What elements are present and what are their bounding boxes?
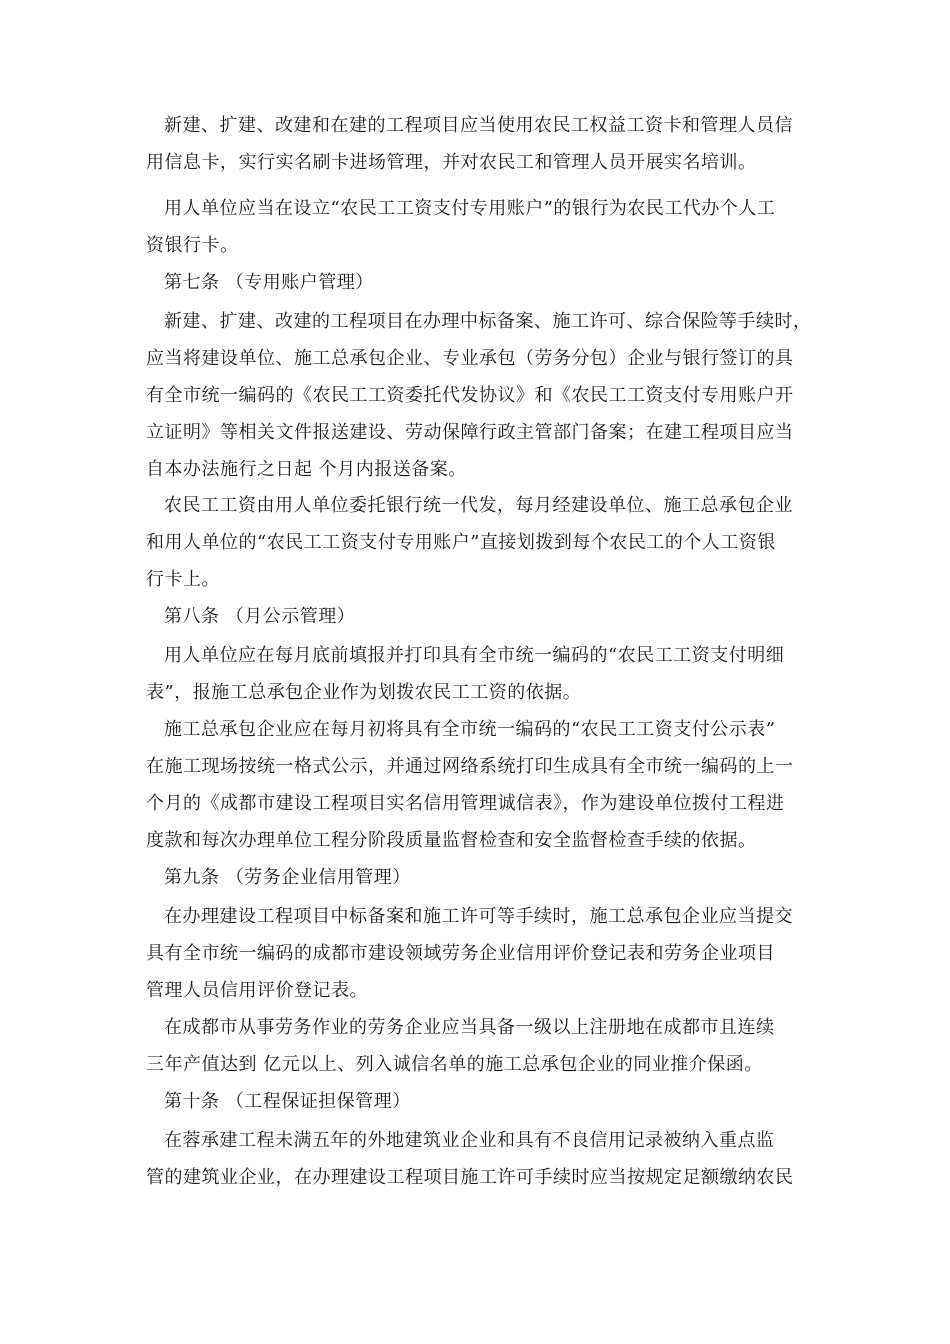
text-line: 资银行卡。: [146, 235, 239, 256]
text-line: 在成都市从事劳务作业的劳务企业应当具备一级以上注册地在成都市且连续: [164, 1017, 775, 1038]
text-line: 表”，报施工总承包企业作为划拨农民工工资的依据。: [146, 682, 582, 703]
text-line: 和用人单位的“农民工工资支付专用账户”直接划拨到每个农民工的个人工资银: [146, 532, 776, 553]
text-line: 在办理建设工程项目中标备案和施工许可等手续时，施工总承包企业应当提交: [164, 906, 793, 927]
text-line: 用信息卡，实行实名刷卡进场管理，并对农民工和管理人员开展实名培训。: [146, 152, 757, 173]
text-line: 应当将建设单位、施工总承包企业、专业承包（劳务分包）企业与银行签订的具: [146, 348, 794, 369]
text-line: 管理人员信用评价登记表。: [146, 980, 368, 1001]
text-line: 施工总承包企业应在每月初将具有全市统一编码的“农民工工资支付公示表”: [164, 719, 776, 740]
text-line: 行卡上。: [146, 569, 220, 590]
section-heading: 第七条 （专用账户管理）: [164, 272, 374, 293]
text-line: 具有全市统一编码的成都市建设领域劳务企业信用评价登记表和劳务企业项目: [146, 943, 775, 964]
text-line: 立证明》等相关文件报送建设、劳动保障行政主管部门备案；在建工程项目应当: [146, 422, 794, 443]
text-line: 管的建筑业企业，在办理建设工程项目施工许可手续时应当按规定足额缴纳农民: [146, 1167, 794, 1188]
text-line: 在施工现场按统一格式公示，并通过网络系统打印生成具有全市统一编码的上一: [146, 756, 794, 777]
text-line: 在蓉承建工程未满五年的外地建筑业企业和具有不良信用记录被纳入重点监: [164, 1130, 775, 1151]
section-heading: 第十条 （工程保证担保管理）: [164, 1091, 411, 1112]
text-line: 个月的《成都市建设工程项目实名信用管理诚信表》，作为建设单位拨付工程进: [146, 793, 785, 814]
section-heading: 第九条 （劳务企业信用管理）: [164, 867, 411, 888]
text-line: 三年产值达到 亿元以上、列入诚信名单的施工总承包企业的同业推介保函。: [146, 1054, 763, 1075]
text-line: 新建、扩建、改建的工程项目在办理中标备案、施工许可、综合保险等手续时，: [164, 311, 812, 332]
text-line: 自本办法施行之日起 个月内报送备案。: [146, 459, 467, 480]
text-line: 新建、扩建、改建和在建的工程项目应当使用农民工权益工资卡和管理人员信: [164, 115, 793, 136]
section-heading: 第八条 （月公示管理）: [164, 606, 356, 627]
text-line: 有全市统一编码的《农民工工资委托代发协议》和《农民工工资支付专用账户开: [146, 385, 794, 406]
text-line: 度款和每次办理单位工程分阶段质量监督检查和安全监督检查手续的依据。: [146, 830, 757, 851]
text-line: 用人单位应在每月底前填报并打印具有全市统一编码的“农民工工资支付明细: [164, 645, 785, 666]
text-line: 农民工工资由用人单位委托银行统一代发，每月经建设单位、施工总承包企业: [164, 495, 793, 516]
text-line: 用人单位应当在设立“农民工工资支付专用账户”的银行为农民工代办个人工: [164, 198, 776, 219]
